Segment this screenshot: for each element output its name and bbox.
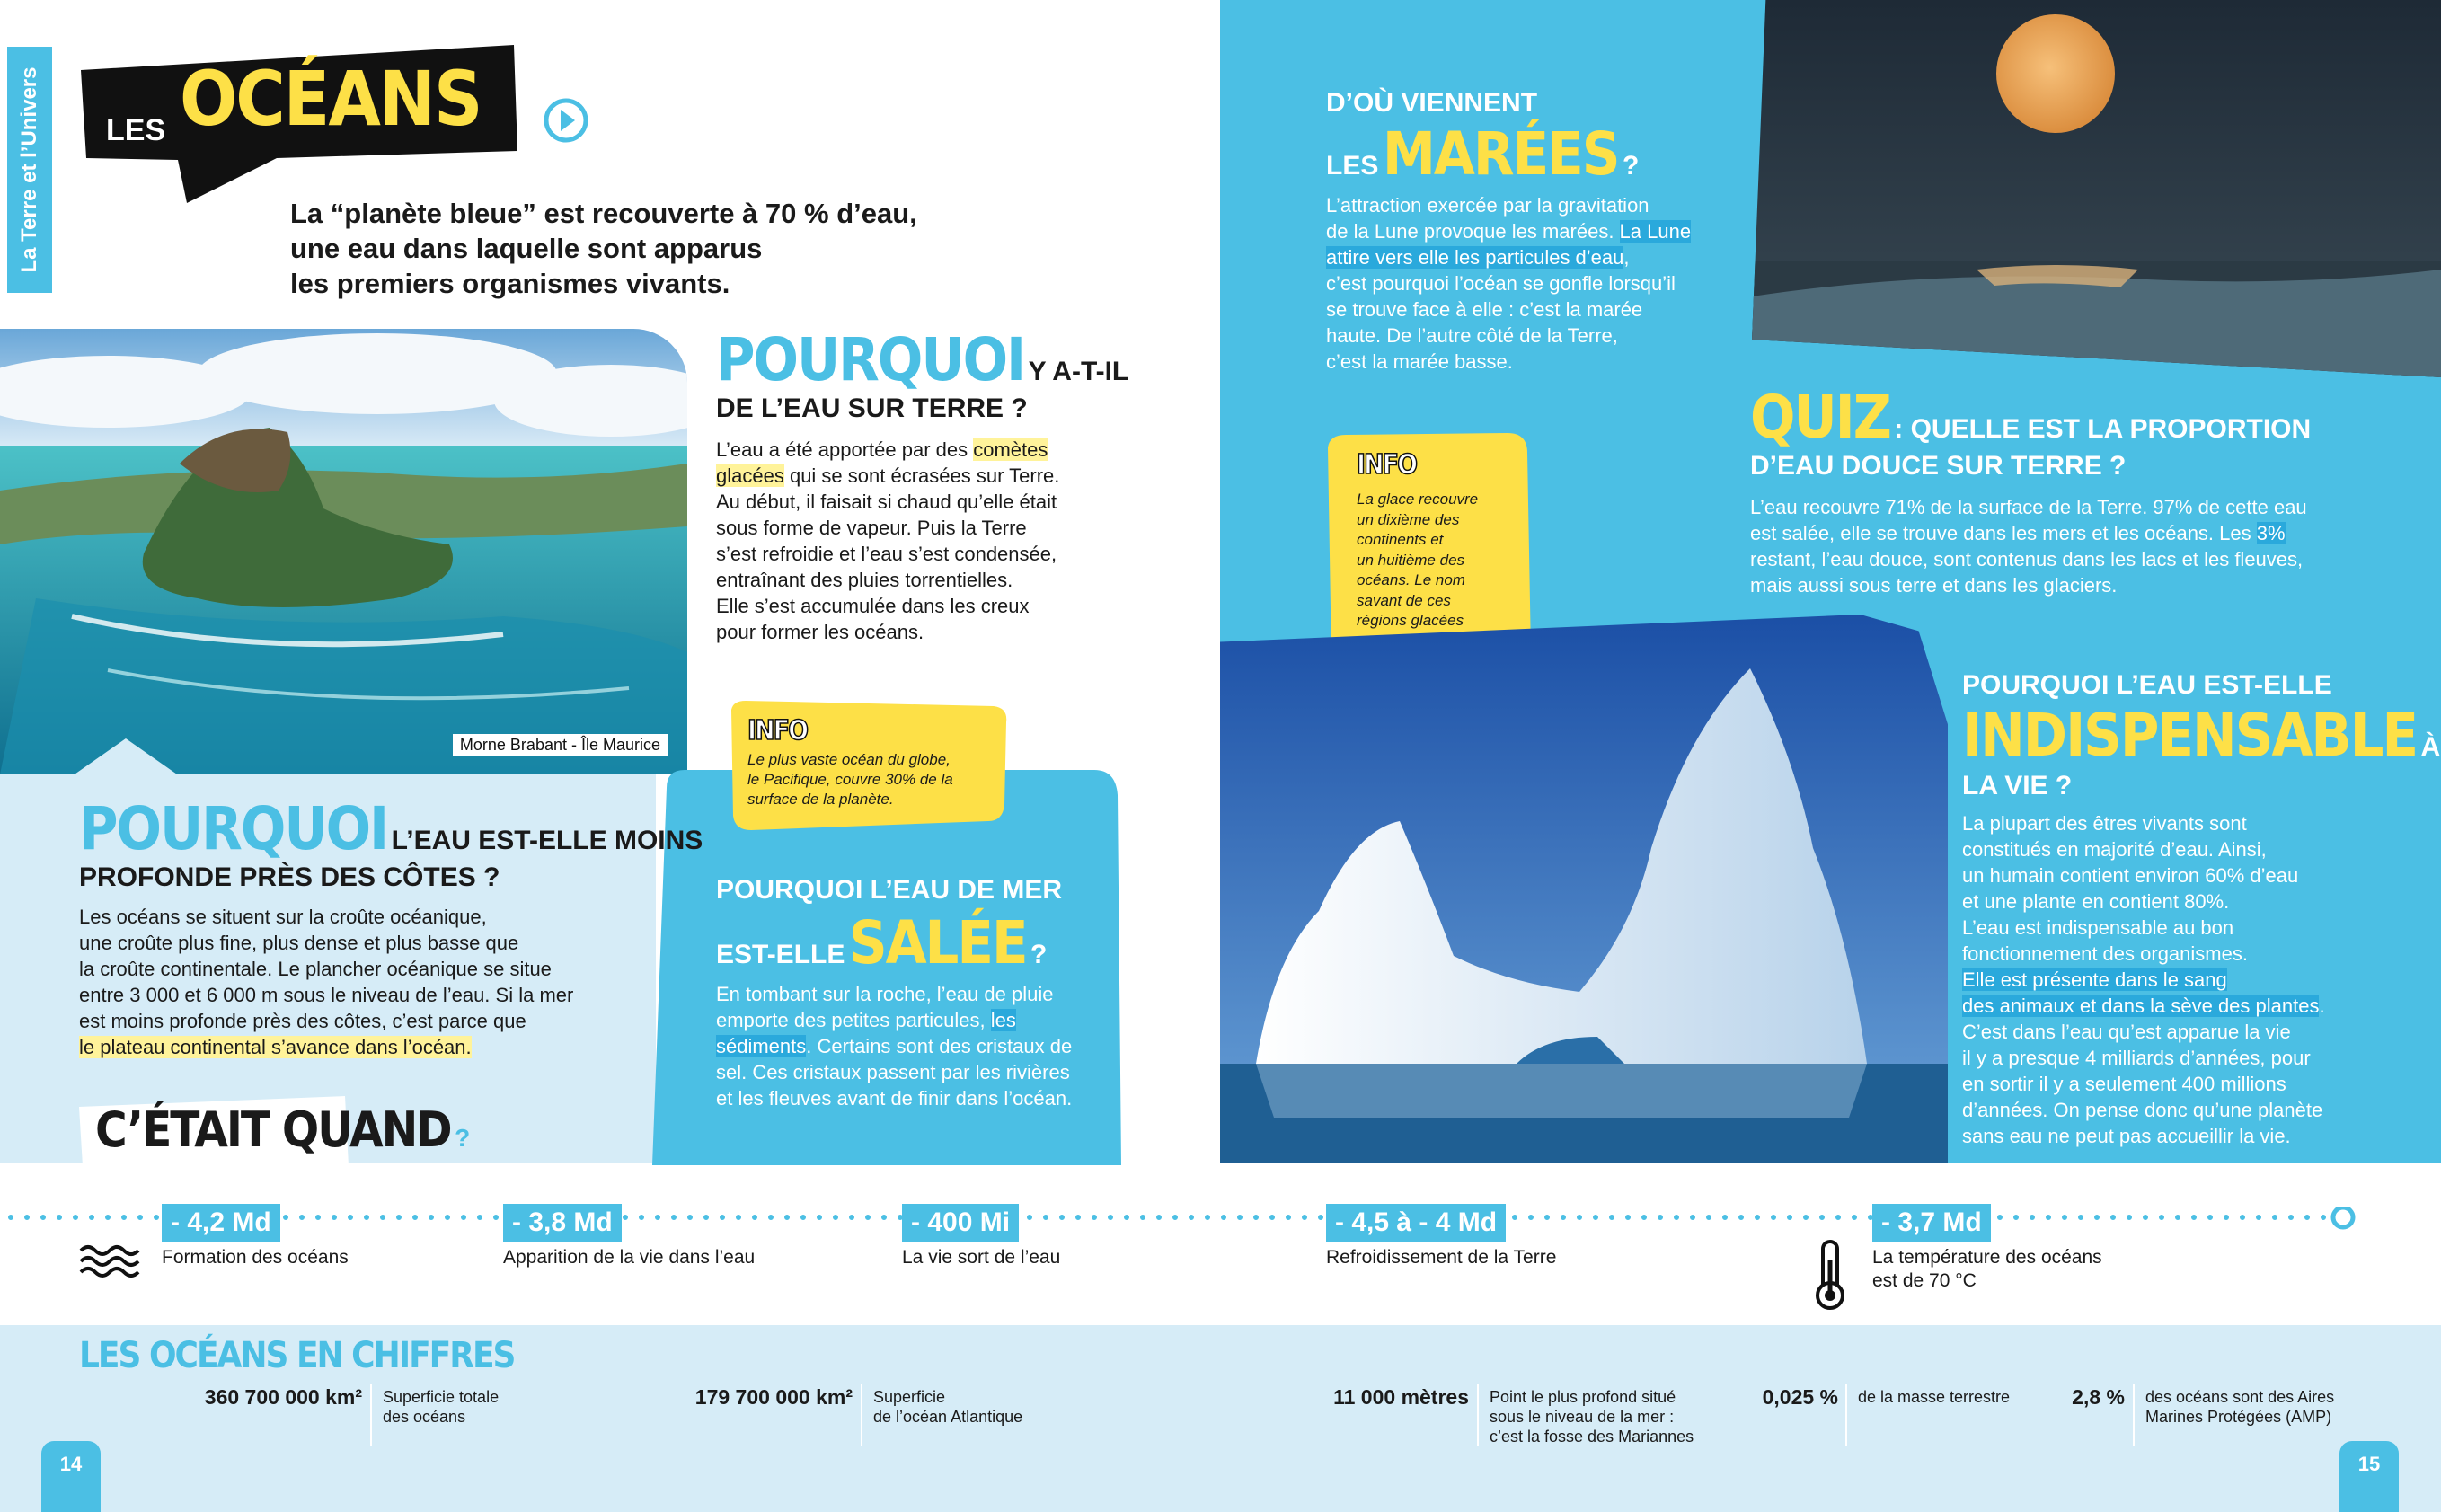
timeline-caption-2: Apparition de la vie dans l’eau	[503, 1247, 756, 1268]
why-water-section: POURQUOI Y A-T-IL DE L’EAU SUR TERRE ? L’eau a été apportée par des comètes glacées qui se sont écrasées sur Terre. Au début, il faisait si chaud qu’elle était sous forme de vapeur. Puis la Terre s’est refroidie et l’eau s’est condensée, entraînant des pluies torrentielles. Elle s’est accumulée dans les creux pour former les océans.	[716, 325, 1129, 643]
salty-section: POURQUOI L’EAU DE MER EST-ELLE SALÉE ? En tombant sur la roche, l’eau de pluie emporte des petites particules, les sédiments. Certains sont des cristaux de sel. Ces cristaux passent par les rivières et les fleuves avant de finir dans l’océan.	[716, 875, 1073, 1110]
section-tab: La Terre et l’Univers	[7, 47, 52, 293]
stat-text-5: des océans sont des Aires Marines Protégées (AMP)	[2145, 1388, 2335, 1426]
stat-divider	[861, 1384, 862, 1446]
stat-text-4: de la masse terrestre	[1858, 1388, 2011, 1406]
timeline-caption-3: La vie sort de l’eau	[902, 1247, 1061, 1268]
when-title: C’ÉTAIT QUAND ?	[95, 1101, 471, 1158]
stat-value-1: 360 700 000 km²	[204, 1385, 362, 1409]
intro-text: La “planète bleue” est recouverte à 70 % d’eau, une eau dans laquelle sont apparus les premiers organismes vivants.	[290, 198, 917, 299]
stat-value-3: 11 000 mètres	[1333, 1385, 1469, 1409]
timeline-label-5: - 3,7 Md	[1872, 1204, 1991, 1242]
timeline-label-1: - 4,2 Md	[162, 1204, 280, 1242]
title-les: LES	[106, 113, 166, 147]
stat-divider	[2133, 1384, 2135, 1446]
iceberg-photo	[1220, 615, 1948, 1163]
stat-value-2: 179 700 000 km²	[694, 1385, 853, 1409]
timeline-caption-1: Formation des océans	[162, 1247, 349, 1268]
timeline-caption-4: Refroidissement de la Terre	[1326, 1247, 1557, 1268]
stat-divider	[1845, 1384, 1847, 1446]
thermometer-icon	[1809, 1238, 1851, 1313]
waves-icon	[79, 1243, 142, 1279]
timeline-line	[0, 1207, 2441, 1234]
island-photo	[0, 329, 687, 774]
timeline-label-4: - 4,5 à - 4 Md	[1326, 1204, 1506, 1242]
stat-value-4: 0,025 %	[1762, 1385, 1838, 1409]
stat-divider	[370, 1384, 372, 1446]
tides-section: D’OÙ VIENNENT LES MARÉES ? L’attraction exercée par la gravitation de la Lune provoque les marées. La Lune attire vers elle les particules d’eau, c’est pourquoi l’océan se gonfle lorsqu’il se trouve face à elle : c’est la marée haute. De l’autre côté de la Terre, c’est la marée basse.	[1326, 88, 1692, 373]
page-number-right: 15	[2339, 1441, 2399, 1512]
title-oceans: OCÉANS	[180, 55, 482, 143]
info2: INFO La glace recouvre un dixième des continents et un huitième des océans. Le nom savant de ces régions glacées	[1357, 449, 1479, 629]
timeline-label-2: - 3,8 Md	[503, 1204, 622, 1242]
timeline-label-3: - 400 Mi	[902, 1204, 1019, 1242]
stat-value-5: 2,8 %	[2072, 1385, 2125, 1409]
figures-title: LES OCÉANS EN CHIFFRES	[79, 1335, 515, 1376]
info1: INFO Le plus vaste océan du globe, le Pacifique, couvre 30% de la surface de la planète.	[747, 715, 953, 808]
stat-divider	[1477, 1384, 1479, 1446]
page-number-left: 14	[41, 1441, 101, 1512]
quiz-section: QUIZ : QUELLE EST LA PROPORTION D’EAU DOUCE SUR TERRE ? L’eau recouvre 71% de la surface de la Terre. 97% de cette eau est salée, elle se trouve dans les mers et les océans. Les 3% restant, l’eau douce, sont contenus dans les lacs et les fleuves, mais aussi sous terre et dans les glaciers.	[1750, 383, 2312, 597]
photo-caption: Morne Brabant - Île Maurice	[453, 734, 668, 756]
moon-photo	[1752, 0, 2441, 377]
timeline-caption-5: La température des océans est de 70 °C	[1872, 1247, 2102, 1291]
stat-text-3: Point le plus profond situé sous le niveau de la mer : c’est la fosse des Mariannes	[1490, 1388, 1694, 1446]
stat-text-2: Superficie de l’océan Atlantique	[873, 1388, 1023, 1426]
speech-tail	[72, 737, 180, 776]
play-icon[interactable]	[543, 97, 589, 144]
less-deep-section: POURQUOI L’EAU EST-ELLE MOINS PROFONDE PRÈS DES CÔTES ? Les océans se situent sur la croûte océanique, une croûte plus fine, plus dense et plus basse que la croûte continentale. Le plancher océanique se situe entre 3 000 et 6 000 m sous le niveau de l’eau. Si la mer est moins profonde près des côtes, c’est parce que le plateau continental s’avance dans l’océan.	[79, 794, 703, 1058]
essential-section: POURQUOI L’EAU EST-ELLE INDISPENSABLE À LA VIE ? La plupart des êtres vivants sont constitués en majorité d’eau. Ainsi, un humain contient environ 60% d’eau et une plante en contient 80%. L’eau est indispensable au bon fonctionnement des organismes. Elle est présente dans le sang des animaux et dans la sève des plantes. C’est dans l’eau qu’est apparue la vie il y a presque 4 milliards d’années, pour en sortir il y a seulement 400 millions d’années. On pense donc qu’une planète sans eau ne peut pas accueillir la vie.	[1962, 670, 2441, 1147]
stat-text-1: Superficie totale des océans	[383, 1388, 500, 1426]
